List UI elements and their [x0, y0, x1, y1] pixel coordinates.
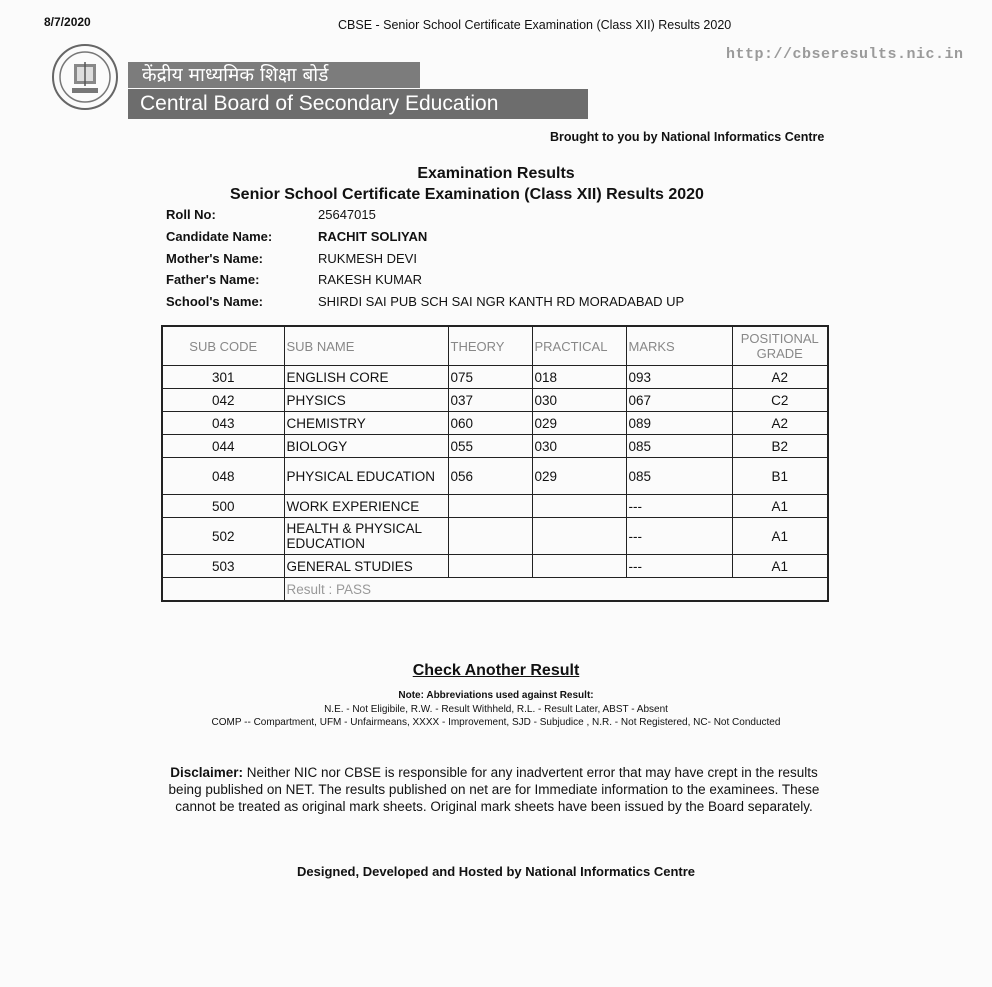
practical-cell: [532, 495, 626, 518]
sub-name-cell: CHEMISTRY: [284, 412, 448, 435]
table-row: [162, 389, 828, 412]
father-name-label: Father's Name:: [166, 272, 260, 287]
marks-cell: 089: [626, 412, 732, 435]
disclaimer-text: Neither NIC nor CBSE is responsible for any inadvertent error that may have crept in the results being published on NET. The results published on net are for Immediate information to the examinees. These cannot be treated as original mark sheets. Original mark sheets have been issued by the Board separately.: [168, 765, 820, 814]
marks-cell: 067: [626, 389, 732, 412]
table-row: [162, 435, 828, 458]
notes-line-1: N.E. - Not Eligibile, R.W. - Result Withheld, R.L. - Result Later, ABST - Absent: [324, 704, 668, 715]
marks-cell: 085: [626, 435, 732, 458]
sub-name-cell: WORK EXPERIENCE: [284, 495, 448, 518]
theory-cell: [448, 555, 532, 578]
table-header-row: [162, 326, 828, 366]
page-title: CBSE - Senior School Certificate Examination (Class XII) Results 2020: [338, 18, 732, 32]
marks-cell: ---: [626, 518, 732, 555]
table-row: [162, 518, 828, 555]
marks-cell: 093: [626, 366, 732, 389]
exam-heading: Examination Results: [417, 165, 575, 182]
roll-label: Roll No:: [166, 207, 216, 222]
grade-cell: A2: [732, 366, 828, 389]
theory-cell: 056: [448, 458, 532, 495]
header-theory: THEORY: [448, 326, 532, 366]
grade-cell: A1: [732, 495, 828, 518]
sub-code-cell: 502: [162, 518, 284, 555]
grade-cell: A1: [732, 518, 828, 555]
practical-cell: 030: [532, 435, 626, 458]
header-practical: PRACTICAL: [532, 326, 626, 366]
cbse-emblem-icon: [50, 42, 120, 112]
table-row: [162, 495, 828, 518]
father-name-value: RAKESH KUMAR: [318, 272, 423, 287]
grade-cell: B2: [732, 435, 828, 458]
grade-cell: A2: [732, 412, 828, 435]
disclaimer-label: Disclaimer:: [170, 765, 244, 780]
disclaimer: [160, 764, 828, 815]
practical-cell: 018: [532, 366, 626, 389]
candidate-name-value: RACHIT SOLIYAN: [318, 229, 428, 244]
grade-cell: B1: [732, 458, 828, 495]
sub-code-cell: 042: [162, 389, 284, 412]
marks-cell: ---: [626, 495, 732, 518]
practical-cell: 029: [532, 412, 626, 435]
check-another-result-link[interactable]: Check Another Result: [412, 662, 580, 679]
sub-code-cell: 503: [162, 555, 284, 578]
theory-cell: 055: [448, 435, 532, 458]
header-sub-name: SUB NAME: [284, 326, 448, 366]
sub-name-cell: ENGLISH CORE: [284, 366, 448, 389]
sub-name-cell: GENERAL STUDIES: [284, 555, 448, 578]
notes-title: Note: Abbreviations used against Result:: [398, 690, 594, 701]
result-row: [162, 578, 828, 602]
marks-cell: ---: [626, 555, 732, 578]
sub-code-cell: 301: [162, 366, 284, 389]
practical-cell: 030: [532, 389, 626, 412]
candidate-name-label: Candidate Name:: [166, 229, 273, 244]
site-url: http://cbseresults.nic.in: [726, 46, 964, 63]
marks-table: [161, 325, 829, 602]
sub-code-cell: 043: [162, 412, 284, 435]
table-row: [162, 366, 828, 389]
theory-cell: [448, 518, 532, 555]
marks-cell: 085: [626, 458, 732, 495]
mother-name-label: Mother's Name:: [166, 251, 263, 266]
table-row: [162, 412, 828, 435]
school-name-label: School's Name:: [166, 294, 264, 309]
notes-line-2: COMP -- Compartment, UFM - Unfairmeans, XXXX - Improvement, SJD - Subjudice , N.R. - Not Registered, NC- Not Conducted: [211, 717, 781, 728]
sub-name-cell: PHYSICS: [284, 389, 448, 412]
header-sub-code: SUB CODE: [162, 326, 284, 366]
sub-code-cell: 500: [162, 495, 284, 518]
practical-cell: 029: [532, 458, 626, 495]
brought-by: Brought to you by National Informatics Centre: [550, 130, 825, 144]
practical-cell: [532, 555, 626, 578]
theory-cell: [448, 495, 532, 518]
board-name-hindi: केंद्रीय माध्यमिक शिक्षा बोर्ड: [128, 62, 420, 88]
mother-name-value: RUKMESH DEVI: [318, 251, 417, 266]
board-name-english: Central Board of Secondary Education: [128, 89, 588, 119]
table-row: [162, 458, 828, 495]
school-name-value: SHIRDI SAI PUB SCH SAI NGR KANTH RD MORADABAD UP: [318, 294, 685, 309]
result-empty-cell: [162, 578, 284, 602]
table-row: [162, 555, 828, 578]
header-marks: MARKS: [626, 326, 732, 366]
print-date: 8/7/2020: [44, 15, 91, 29]
roll-value: 25647015: [318, 207, 376, 222]
practical-cell: [532, 518, 626, 555]
theory-cell: 075: [448, 366, 532, 389]
footer-credit: Designed, Developed and Hosted by National Informatics Centre: [296, 864, 696, 879]
sub-name-cell: BIOLOGY: [284, 435, 448, 458]
sub-name-cell: PHYSICAL EDUCATION: [284, 458, 448, 495]
exam-subheading: Senior School Certificate Examination (Class XII) Results 2020: [230, 186, 704, 203]
grade-cell: C2: [732, 389, 828, 412]
result-status: Result : PASS: [284, 578, 828, 602]
sub-name-cell: HEALTH & PHYSICAL EDUCATION: [284, 518, 448, 555]
sub-code-cell: 048: [162, 458, 284, 495]
sub-code-cell: 044: [162, 435, 284, 458]
theory-cell: 060: [448, 412, 532, 435]
grade-cell: A1: [732, 555, 828, 578]
theory-cell: 037: [448, 389, 532, 412]
header-positional-grade: POSITIONAL GRADE: [732, 326, 828, 366]
